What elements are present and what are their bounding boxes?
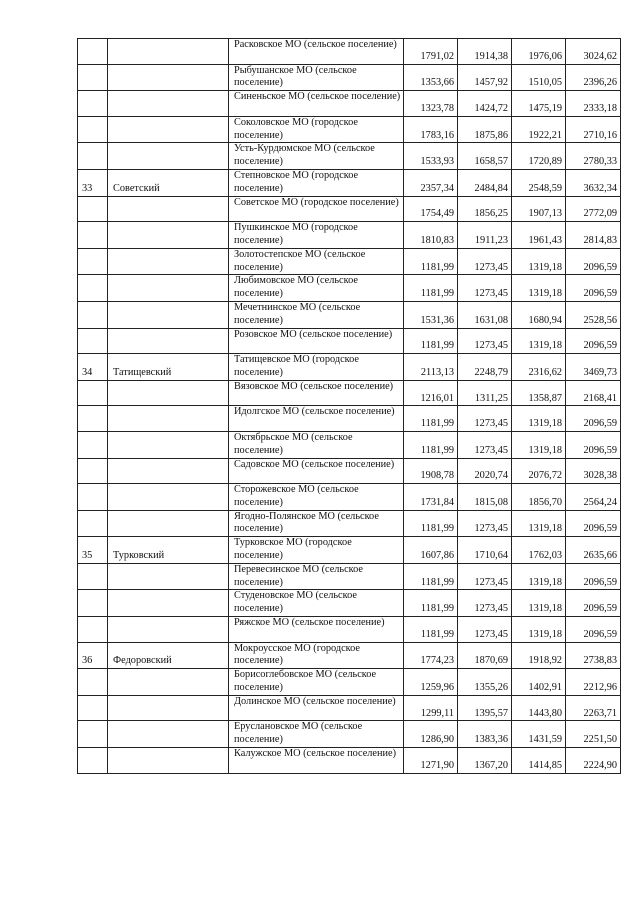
row-number-cell xyxy=(78,590,108,617)
value-cell-3: 1856,70 xyxy=(512,484,566,511)
value-cell-3: 1414,85 xyxy=(512,748,566,774)
value-cell-2: 2248,79 xyxy=(458,354,512,381)
value-cell-4: 2096,59 xyxy=(566,248,621,275)
value-cell-1: 2113,13 xyxy=(404,354,458,381)
table-row xyxy=(78,143,621,170)
value-cell-2: 2484,84 xyxy=(458,169,512,196)
row-number-cell xyxy=(78,39,108,65)
district-cell xyxy=(108,248,229,275)
row-number-cell xyxy=(78,721,108,748)
district-cell xyxy=(108,431,229,458)
value-cell-1: 1774,23 xyxy=(404,642,458,669)
municipality-cell: Октябрьское МО (сельское поселение) xyxy=(229,431,404,458)
value-cell-1: 1181,99 xyxy=(404,406,458,432)
row-number-cell xyxy=(78,196,108,222)
value-cell-2: 1311,25 xyxy=(458,380,512,406)
district-cell xyxy=(108,484,229,511)
table-row xyxy=(78,196,621,222)
value-cell-2: 1355,26 xyxy=(458,669,512,696)
value-cell-1: 1607,86 xyxy=(404,537,458,564)
row-number-cell: 36 xyxy=(78,642,108,669)
value-cell-1: 1908,78 xyxy=(404,458,458,484)
table-row xyxy=(78,64,621,91)
value-cell-3: 1443,80 xyxy=(512,695,566,721)
row-number-cell xyxy=(78,431,108,458)
row-number-cell xyxy=(78,458,108,484)
value-cell-2: 1273,45 xyxy=(458,563,512,590)
table-row xyxy=(78,169,621,196)
value-cell-3: 1922,21 xyxy=(512,116,566,143)
value-cell-2: 1457,92 xyxy=(458,64,512,91)
municipality-cell: Рыбушанское МО (сельское поселение) xyxy=(229,64,404,91)
district-cell xyxy=(108,328,229,354)
municipality-cell: Калужское МО (сельское поселение) xyxy=(229,748,404,774)
value-cell-2: 1856,25 xyxy=(458,196,512,222)
municipality-cell: Турковское МО (городское поселение) xyxy=(229,537,404,564)
table-body xyxy=(78,39,621,774)
value-cell-3: 1319,18 xyxy=(512,563,566,590)
value-cell-2: 1273,45 xyxy=(458,431,512,458)
district-cell xyxy=(108,458,229,484)
value-cell-4: 2096,59 xyxy=(566,563,621,590)
district-cell xyxy=(108,91,229,117)
table-row xyxy=(78,39,621,65)
value-cell-2: 1273,45 xyxy=(458,406,512,432)
table-row xyxy=(78,458,621,484)
value-cell-4: 2096,59 xyxy=(566,275,621,302)
value-cell-3: 1319,18 xyxy=(512,590,566,617)
value-cell-2: 1815,08 xyxy=(458,484,512,511)
value-cell-1: 1181,99 xyxy=(404,590,458,617)
row-number-cell xyxy=(78,116,108,143)
table-row xyxy=(78,721,621,748)
value-cell-2: 1911,23 xyxy=(458,222,512,249)
district-cell xyxy=(108,563,229,590)
district-cell xyxy=(108,380,229,406)
table-row xyxy=(78,563,621,590)
value-cell-3: 1402,91 xyxy=(512,669,566,696)
value-cell-3: 1475,19 xyxy=(512,91,566,117)
value-cell-3: 1431,59 xyxy=(512,721,566,748)
row-number-cell xyxy=(78,64,108,91)
municipality-cell: Еруслановское МО (сельское поселение) xyxy=(229,721,404,748)
value-cell-1: 1731,84 xyxy=(404,484,458,511)
table-row xyxy=(78,537,621,564)
row-number-cell xyxy=(78,406,108,432)
table-row xyxy=(78,380,621,406)
district-cell xyxy=(108,695,229,721)
value-cell-2: 1273,45 xyxy=(458,328,512,354)
value-cell-1: 1533,93 xyxy=(404,143,458,170)
district-cell xyxy=(108,721,229,748)
table-row xyxy=(78,354,621,381)
value-cell-4: 2212,96 xyxy=(566,669,621,696)
table-row xyxy=(78,222,621,249)
value-cell-2: 1631,08 xyxy=(458,301,512,328)
value-cell-2: 1273,45 xyxy=(458,275,512,302)
value-cell-3: 1918,92 xyxy=(512,642,566,669)
value-cell-4: 2096,59 xyxy=(566,510,621,537)
row-number-cell: 33 xyxy=(78,169,108,196)
row-number-cell: 34 xyxy=(78,354,108,381)
value-cell-2: 1424,72 xyxy=(458,91,512,117)
value-cell-4: 2635,66 xyxy=(566,537,621,564)
district-cell: Советский xyxy=(108,169,229,196)
district-cell xyxy=(108,617,229,643)
municipality-cell: Перевесинское МО (сельское поселение) xyxy=(229,563,404,590)
row-number-cell xyxy=(78,510,108,537)
value-cell-2: 1395,57 xyxy=(458,695,512,721)
tariff-table xyxy=(77,38,621,774)
value-cell-4: 2528,56 xyxy=(566,301,621,328)
value-cell-4: 2096,59 xyxy=(566,590,621,617)
value-cell-4: 2333,18 xyxy=(566,91,621,117)
value-cell-4: 2224,90 xyxy=(566,748,621,774)
row-number-cell xyxy=(78,275,108,302)
municipality-cell: Ряжское МО (сельское поселение) xyxy=(229,617,404,643)
value-cell-3: 1720,89 xyxy=(512,143,566,170)
district-cell xyxy=(108,222,229,249)
municipality-cell: Садовское МО (сельское поселение) xyxy=(229,458,404,484)
municipality-cell: Вязовское МО (сельское поселение) xyxy=(229,380,404,406)
value-cell-3: 2076,72 xyxy=(512,458,566,484)
value-cell-4: 2096,59 xyxy=(566,328,621,354)
value-cell-3: 1961,43 xyxy=(512,222,566,249)
municipality-cell: Долинское МО (сельское поселение) xyxy=(229,695,404,721)
value-cell-1: 1353,66 xyxy=(404,64,458,91)
value-cell-4: 2396,26 xyxy=(566,64,621,91)
table-row xyxy=(78,328,621,354)
value-cell-3: 1319,18 xyxy=(512,406,566,432)
municipality-cell: Борисоглебовское МО (сельское поселение) xyxy=(229,669,404,696)
municipality-cell: Мечетнинское МО (сельское поселение) xyxy=(229,301,404,328)
district-cell xyxy=(108,64,229,91)
table-row xyxy=(78,617,621,643)
table-row xyxy=(78,642,621,669)
row-number-cell xyxy=(78,143,108,170)
row-number-cell xyxy=(78,617,108,643)
municipality-cell: Студеновское МО (сельское поселение) xyxy=(229,590,404,617)
value-cell-1: 1181,99 xyxy=(404,431,458,458)
value-cell-3: 1319,18 xyxy=(512,617,566,643)
table-row xyxy=(78,748,621,774)
district-cell xyxy=(108,590,229,617)
municipality-cell: Советское МО (городское поселение) xyxy=(229,196,404,222)
row-number-cell xyxy=(78,328,108,354)
table-row xyxy=(78,248,621,275)
value-cell-3: 1680,94 xyxy=(512,301,566,328)
value-cell-3: 1358,87 xyxy=(512,380,566,406)
district-cell xyxy=(108,39,229,65)
value-cell-4: 2814,83 xyxy=(566,222,621,249)
value-cell-4: 2251,50 xyxy=(566,721,621,748)
municipality-cell: Татищевское МО (городское поселение) xyxy=(229,354,404,381)
value-cell-1: 1181,99 xyxy=(404,248,458,275)
value-cell-4: 2096,59 xyxy=(566,617,621,643)
municipality-cell: Розовское МО (сельское поселение) xyxy=(229,328,404,354)
value-cell-3: 1319,18 xyxy=(512,275,566,302)
district-cell: Турковский xyxy=(108,537,229,564)
value-cell-1: 1531,36 xyxy=(404,301,458,328)
value-cell-1: 1271,90 xyxy=(404,748,458,774)
value-cell-2: 2020,74 xyxy=(458,458,512,484)
row-number-cell xyxy=(78,248,108,275)
municipality-cell: Ягодно-Полянское МО (сельское поселение) xyxy=(229,510,404,537)
row-number-cell xyxy=(78,563,108,590)
value-cell-4: 2096,59 xyxy=(566,431,621,458)
district-cell xyxy=(108,143,229,170)
municipality-cell: Степновское МО (городское поселение) xyxy=(229,169,404,196)
table-row xyxy=(78,91,621,117)
value-cell-4: 2564,24 xyxy=(566,484,621,511)
value-cell-3: 2548,59 xyxy=(512,169,566,196)
value-cell-1: 1259,96 xyxy=(404,669,458,696)
table-row xyxy=(78,669,621,696)
value-cell-2: 1273,45 xyxy=(458,510,512,537)
value-cell-1: 2357,34 xyxy=(404,169,458,196)
municipality-cell: Сторожевское МО (сельское поселение) xyxy=(229,484,404,511)
value-cell-4: 2263,71 xyxy=(566,695,621,721)
table-row xyxy=(78,431,621,458)
row-number-cell xyxy=(78,222,108,249)
value-cell-4: 3632,34 xyxy=(566,169,621,196)
municipality-cell: Мокроусское МО (городское поселение) xyxy=(229,642,404,669)
value-cell-4: 2710,16 xyxy=(566,116,621,143)
value-cell-4: 2096,59 xyxy=(566,406,621,432)
district-cell xyxy=(108,275,229,302)
table-row xyxy=(78,510,621,537)
value-cell-1: 1783,16 xyxy=(404,116,458,143)
value-cell-1: 1323,78 xyxy=(404,91,458,117)
value-cell-2: 1710,64 xyxy=(458,537,512,564)
value-cell-2: 1383,36 xyxy=(458,721,512,748)
municipality-cell: Синеньское МО (сельское поселение) xyxy=(229,91,404,117)
table-row xyxy=(78,406,621,432)
value-cell-2: 1273,45 xyxy=(458,248,512,275)
value-cell-2: 1658,57 xyxy=(458,143,512,170)
table-row xyxy=(78,590,621,617)
row-number-cell xyxy=(78,669,108,696)
municipality-cell: Усть-Курдюмское МО (сельское поселение) xyxy=(229,143,404,170)
district-cell xyxy=(108,301,229,328)
value-cell-4: 3028,38 xyxy=(566,458,621,484)
row-number-cell xyxy=(78,91,108,117)
municipality-cell: Соколовское МО (городское поселение) xyxy=(229,116,404,143)
district-cell xyxy=(108,510,229,537)
value-cell-3: 1319,18 xyxy=(512,431,566,458)
row-number-cell: 35 xyxy=(78,537,108,564)
value-cell-3: 1907,13 xyxy=(512,196,566,222)
value-cell-3: 1510,05 xyxy=(512,64,566,91)
district-cell xyxy=(108,669,229,696)
value-cell-1: 1216,01 xyxy=(404,380,458,406)
table-row xyxy=(78,695,621,721)
value-cell-1: 1181,99 xyxy=(404,328,458,354)
district-cell xyxy=(108,116,229,143)
value-cell-2: 1367,20 xyxy=(458,748,512,774)
value-cell-1: 1810,83 xyxy=(404,222,458,249)
value-cell-2: 1914,38 xyxy=(458,39,512,65)
district-cell: Татищевский xyxy=(108,354,229,381)
value-cell-4: 3469,73 xyxy=(566,354,621,381)
row-number-cell xyxy=(78,748,108,774)
value-cell-2: 1273,45 xyxy=(458,617,512,643)
value-cell-1: 1181,99 xyxy=(404,510,458,537)
value-cell-4: 2780,33 xyxy=(566,143,621,170)
value-cell-3: 1976,06 xyxy=(512,39,566,65)
table-row xyxy=(78,484,621,511)
value-cell-2: 1875,86 xyxy=(458,116,512,143)
value-cell-1: 1791,02 xyxy=(404,39,458,65)
value-cell-1: 1181,99 xyxy=(404,275,458,302)
value-cell-1: 1181,99 xyxy=(404,563,458,590)
table-row xyxy=(78,275,621,302)
value-cell-2: 1273,45 xyxy=(458,590,512,617)
value-cell-3: 1319,18 xyxy=(512,328,566,354)
table-row xyxy=(78,116,621,143)
district-cell: Федоровский xyxy=(108,642,229,669)
municipality-cell: Золотостепское МО (сельское поселение) xyxy=(229,248,404,275)
value-cell-1: 1299,11 xyxy=(404,695,458,721)
value-cell-2: 1870,69 xyxy=(458,642,512,669)
row-number-cell xyxy=(78,484,108,511)
row-number-cell xyxy=(78,695,108,721)
value-cell-1: 1754,49 xyxy=(404,196,458,222)
district-cell xyxy=(108,196,229,222)
value-cell-3: 1319,18 xyxy=(512,510,566,537)
value-cell-1: 1286,90 xyxy=(404,721,458,748)
value-cell-4: 2738,83 xyxy=(566,642,621,669)
value-cell-3: 1319,18 xyxy=(512,248,566,275)
municipality-cell: Идолгское МО (сельское поселение) xyxy=(229,406,404,432)
municipality-cell: Пушкинское МО (городское поселение) xyxy=(229,222,404,249)
table-row xyxy=(78,301,621,328)
value-cell-1: 1181,99 xyxy=(404,617,458,643)
district-cell xyxy=(108,406,229,432)
value-cell-4: 2168,41 xyxy=(566,380,621,406)
row-number-cell xyxy=(78,380,108,406)
row-number-cell xyxy=(78,301,108,328)
value-cell-3: 2316,62 xyxy=(512,354,566,381)
municipality-cell: Расковское МО (сельское поселение) xyxy=(229,39,404,65)
value-cell-4: 2772,09 xyxy=(566,196,621,222)
district-cell xyxy=(108,748,229,774)
value-cell-4: 3024,62 xyxy=(566,39,621,65)
value-cell-3: 1762,03 xyxy=(512,537,566,564)
municipality-cell: Любимовское МО (сельское поселение) xyxy=(229,275,404,302)
